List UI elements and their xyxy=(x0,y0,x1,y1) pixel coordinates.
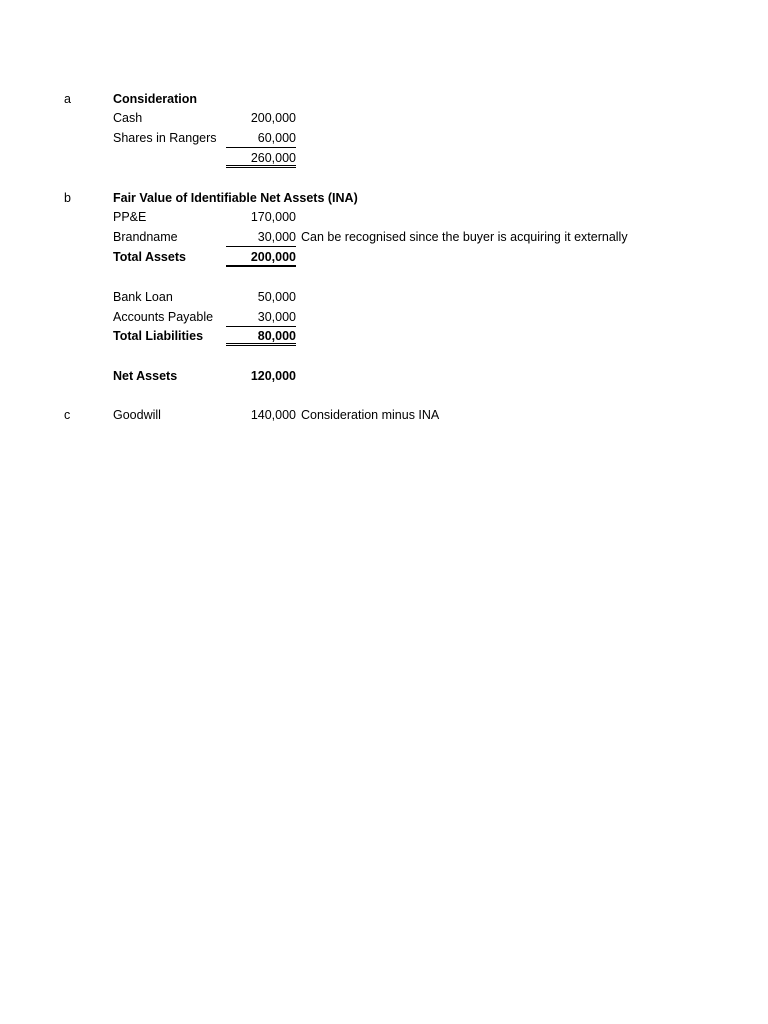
table-row xyxy=(0,227,768,247)
bank-loan-label: Bank Loan xyxy=(113,290,173,304)
goodwill-amount: 140,000 xyxy=(250,408,296,422)
total-liabilities-amount: 80,000 xyxy=(226,326,296,346)
table-row xyxy=(0,366,768,386)
table-row xyxy=(0,128,768,148)
brandname-label: Brandname xyxy=(113,230,178,244)
cash-amount: 200,000 xyxy=(250,111,296,125)
table-row xyxy=(0,326,768,346)
net-assets-label: Net Assets xyxy=(113,369,178,383)
cash-label: Cash xyxy=(113,111,143,125)
section-b-heading-row xyxy=(0,188,768,208)
section-c-row xyxy=(0,405,768,425)
table-row xyxy=(0,247,768,267)
section-letter-c: c xyxy=(64,408,71,422)
section-a-heading-row xyxy=(0,89,768,109)
net-assets-amount: 120,000 xyxy=(250,369,296,383)
goodwill-note: Consideration minus INA xyxy=(301,408,440,422)
table-row xyxy=(0,287,768,307)
consideration-total: 260,000 xyxy=(226,148,296,168)
consideration-heading: Consideration xyxy=(113,92,198,106)
accounts-payable-label: Accounts Payable xyxy=(113,310,214,324)
total-assets-amount: 200,000 xyxy=(226,247,296,267)
bank-loan-amount: 50,000 xyxy=(257,290,296,304)
section-letter-b: b xyxy=(64,191,71,205)
goodwill-label: Goodwill xyxy=(113,408,161,422)
table-row xyxy=(0,307,768,327)
ppe-amount: 170,000 xyxy=(250,210,296,224)
table-row xyxy=(0,148,768,168)
table-row xyxy=(0,207,768,227)
shares-label: Shares in Rangers xyxy=(113,131,217,145)
total-assets-label: Total Assets xyxy=(113,250,186,264)
ina-heading: Fair Value of Identifiable Net Assets (INA) xyxy=(113,191,358,205)
section-letter-a: a xyxy=(64,92,71,106)
table-row xyxy=(0,108,768,128)
ppe-label: PP&E xyxy=(113,210,147,224)
brandname-amount: 30,000 xyxy=(226,227,296,247)
total-liabilities-label: Total Liabilities xyxy=(113,329,204,343)
shares-amount: 60,000 xyxy=(226,128,296,148)
brandname-note: Can be recognised since the buyer is acquiring it externally xyxy=(301,230,628,244)
accounts-payable-amount: 30,000 xyxy=(226,307,296,327)
